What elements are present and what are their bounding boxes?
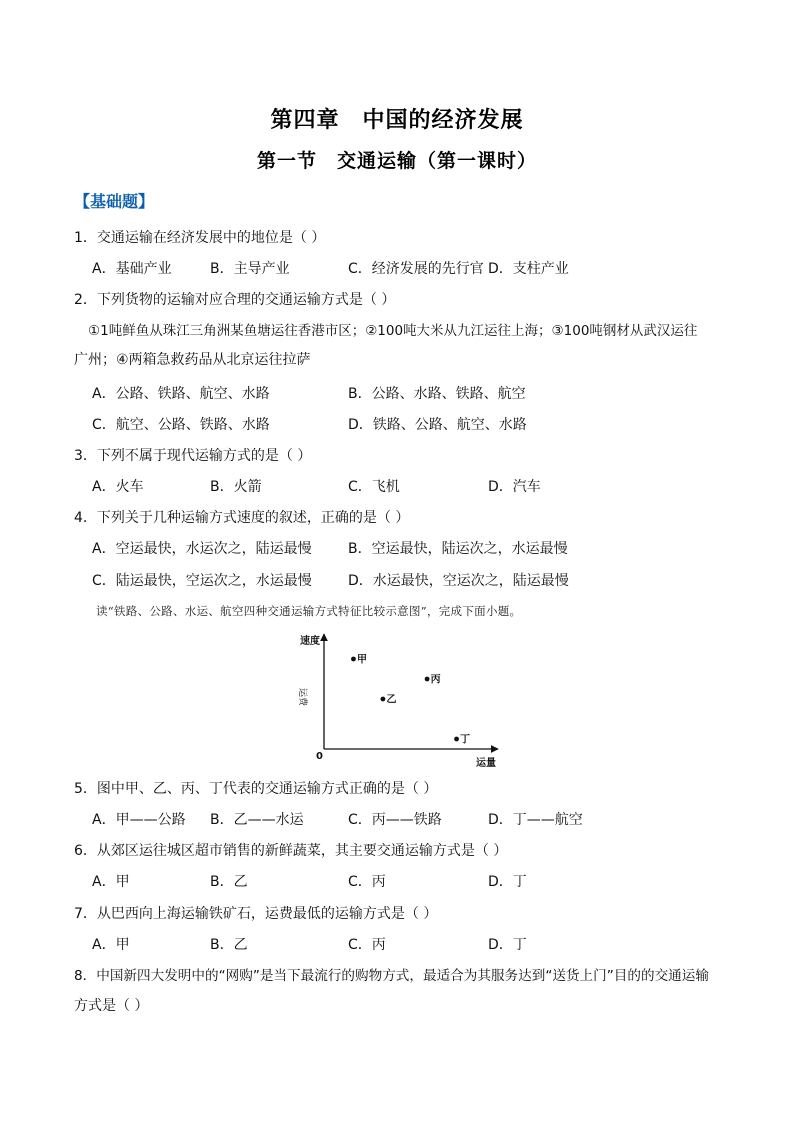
- question-4-stem: 4．下列关于几种运输方式速度的叙述，正确的是（ ）: [74, 510, 410, 526]
- data-point-1: [351, 657, 356, 662]
- question-6-option-d[interactable]: D．丁: [488, 874, 527, 890]
- question-1-stem: 1．交通运输在经济发展中的地位是（ ）: [74, 230, 326, 246]
- question-6-option-b[interactable]: B．乙: [210, 874, 248, 890]
- question-3-stem: 3．下列不属于现代运输方式的是（ ）: [74, 448, 312, 464]
- question-6-stem: 6．从郊区运往城区超市销售的新鲜蔬菜，其主要交通运输方式是（ ）: [74, 843, 508, 859]
- question-4-option-c[interactable]: C．陆运最快，空运次之，水运最慢: [92, 573, 312, 589]
- question-5-stem: 5．图中甲、乙、丙、丁代表的交通运输方式正确的是（ ）: [74, 781, 438, 797]
- data-points: [351, 654, 470, 746]
- question-2-detail-line-2: 广州；④两箱急救药品从北京运往拉萨: [74, 352, 311, 368]
- question-1-option-b[interactable]: B．主导产业: [210, 261, 290, 277]
- question-3-option-a[interactable]: A．火车: [92, 479, 144, 495]
- data-point-label-4: 丁: [460, 734, 471, 746]
- data-point-2: [381, 697, 386, 702]
- data-point-label-3: 丙: [430, 674, 441, 686]
- question-1-option-a[interactable]: A．基础产业: [92, 261, 172, 277]
- question-2-option-a[interactable]: A．公路、铁路、航空、水路: [92, 386, 270, 402]
- data-point-label-2: 乙: [386, 694, 397, 706]
- question-8-stem-line-1: 8．中国新四大发明中的“网购”是当下最流行的购物方式，最适合为其服务达到“送货上门”目的的交通运输: [74, 968, 709, 984]
- question-2-option-b[interactable]: B．公路、水路、铁路、航空: [348, 386, 526, 402]
- cost-side-label: 运费: [297, 688, 307, 707]
- question-1-option-d[interactable]: D．支柱产业: [488, 261, 569, 277]
- question-5-option-c[interactable]: C．丙——铁路: [348, 812, 442, 828]
- question-5-option-b[interactable]: B．乙——水运: [210, 812, 304, 828]
- question-2-option-c[interactable]: C．航空、公路、铁路、水路: [92, 417, 270, 433]
- question-5-option-a[interactable]: A．甲——公路: [92, 812, 186, 828]
- question-6-option-c[interactable]: C．丙: [348, 874, 386, 890]
- y-axis-label: 速度: [300, 636, 320, 647]
- figure-instruction: 读“铁路、公路、水运、航空四种交通运输方式特征比较示意图”，完成下面小题。: [96, 604, 522, 618]
- question-7-option-d[interactable]: D．丁: [488, 937, 527, 953]
- origin-label: 0: [316, 751, 323, 762]
- question-7-option-a[interactable]: A．甲: [92, 937, 130, 953]
- question-5-option-d[interactable]: D．丁——航空: [488, 812, 583, 828]
- question-3-option-d[interactable]: D．汽车: [488, 479, 541, 495]
- question-4-option-a[interactable]: A．空运最快，水运次之，陆运最慢: [92, 541, 312, 557]
- question-4-option-b[interactable]: B．空运最快，陆运次之，水运最慢: [348, 541, 568, 557]
- question-2-detail-line-1: ①1吨鲜鱼从珠江三角洲某鱼塘运往香港市区；②100吨大米从九江运往上海；③100吨钢材从武汉运往: [88, 323, 698, 339]
- question-4-option-d[interactable]: D．水运最快，空运次之，陆运最慢: [348, 573, 569, 589]
- chapter-title: 第四章 中国的经济发展: [270, 108, 524, 133]
- question-2-stem: 2．下列货物的运输对应合理的交通运输方式是（ ）: [74, 292, 396, 308]
- question-3-option-b[interactable]: B．火箭: [210, 479, 262, 495]
- x-axis-label: 运量: [476, 758, 496, 769]
- question-7-option-b[interactable]: B．乙: [210, 937, 248, 953]
- question-8-stem-line-2: 方式是（ ）: [74, 998, 149, 1014]
- question-2-option-d[interactable]: D．铁路、公路、航空、水路: [348, 417, 527, 433]
- question-6-option-a[interactable]: A．甲: [92, 874, 130, 890]
- question-7-stem: 7．从巴西向上海运输铁矿石，运费最低的运输方式是（ ）: [74, 906, 438, 922]
- question-1-option-c[interactable]: C．经济发展的先行官: [348, 261, 484, 277]
- data-point-3: [425, 677, 430, 682]
- data-point-4: [454, 737, 459, 742]
- question-3-option-c[interactable]: C．飞机: [348, 479, 400, 495]
- section-title: 第一节 交通运输（第一课时）: [256, 150, 537, 172]
- transport-comparison-chart: [280, 626, 510, 776]
- question-7-option-c[interactable]: C．丙: [348, 937, 386, 953]
- data-point-label-1: 甲: [356, 654, 367, 666]
- section-label: 【基础题】: [74, 192, 155, 211]
